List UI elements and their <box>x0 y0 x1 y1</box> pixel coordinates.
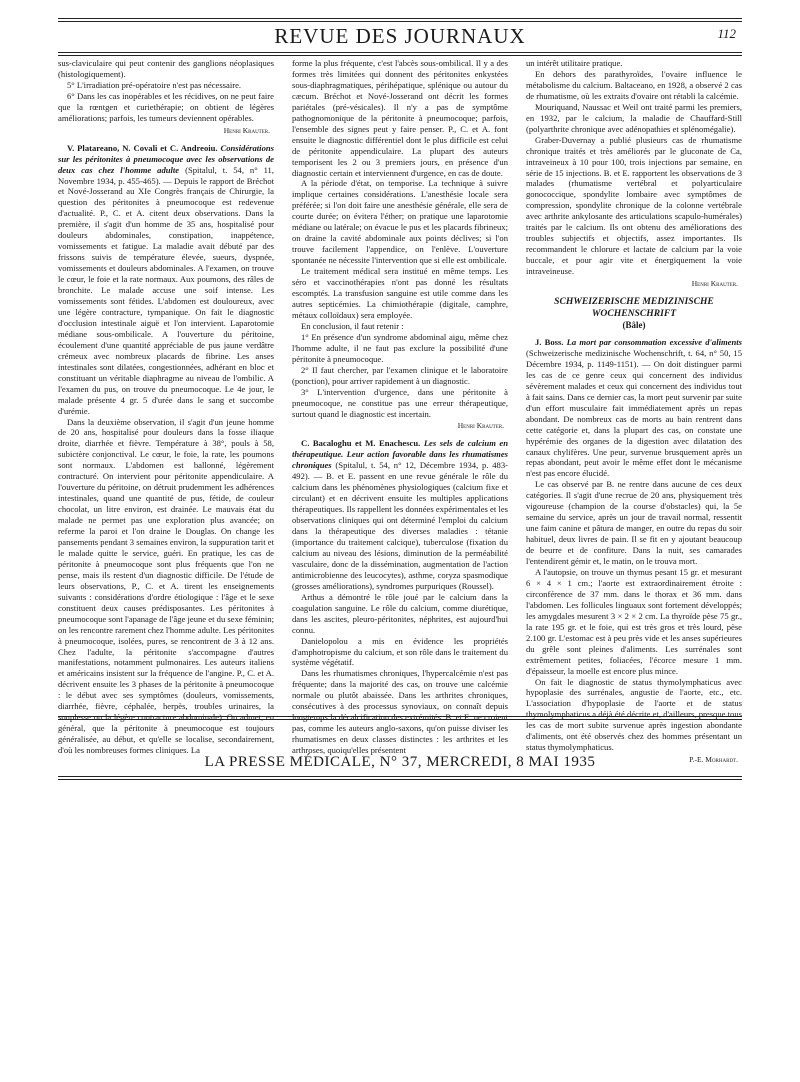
paragraph: sus-claviculaire qui peut contenir des ganglions néoplasiques (histologiquement). <box>58 58 274 79</box>
column-3 <box>526 58 742 765</box>
author-signature: Henri Krauter. <box>223 125 270 135</box>
header-double-rule-b <box>58 55 742 56</box>
paragraph: A la période d'état, on temporise. La technique à suivre implique certaines considérations. L'anesthésie locale sera préférée; si l'on doit faire une anesthésie générale, elle sera de courte durée; on évitera l'éther; on pratique une laparotomie médiane ou latérale; on évacue le pus et les placards fibrineux; on draine la cavité abdominale aux points déclives; si l'on trouve facilement l'appendice, on l'enlève. L'ouverture spontanée ne nécessite l'intervention que si elle est ombilicale. <box>292 178 508 266</box>
footer-rule-b <box>58 779 742 780</box>
author-signature: Henri Krauter. <box>691 279 738 289</box>
article-heading <box>58 143 274 417</box>
paragraph: On fait le diagnostic de status thymolymphaticus avec hypoplasie des surrénales, angustie de l'aorte, etc., etc. L'association d'hypoplasie de l'aorte et de status thymolymphaticus a déjà été décrite et, d'ailleurs, presque tous les cas de mort subite survenue après ingestion abondante d'aliments, ont été observés chez des hommes présentant un status thymolymphaticus. <box>526 676 742 753</box>
paragraph: 1° En présence d'un syndrome abdominal aigu, même chez l'homme adulte, il ne faut pas exclure la possibilité d'une péritonite à pneumocoque. <box>292 331 508 364</box>
column-2 <box>292 58 508 756</box>
paragraph: 5° L'irradiation pré-opératoire n'est pas nécessaire. <box>67 79 242 90</box>
article-authors: V. Platareano, N. Covali et C. Andreoiu. <box>67 142 218 153</box>
article-heading <box>526 337 742 479</box>
article-reference: (Spitalul, t. 54, n° 12, Décembre 1934, p. 483-492). <box>292 460 508 482</box>
article-body: — Depuis le rapport de Bréchot et Nové-Josserand au XIe Congrès français de Chirurgie, la question des péritonites à pneumocoque est redevenue d'actualité. P., C. et A. citent deux observations. Dans la première, il s'agit d'un homme de 35 ans, hospitalisé pour douleurs abdominales, constipation, inappétence, vomissements et fatigue. La maladie avait débuté par des frissons suivis de température élevée, sueurs, dyspnée, vomissements et douleurs abdominales. A l'examen, on trouve le cœur, le foie et la rate normaux. Aux poumons, des râles de bronchite. Le malade accuse une soif intense. Les vomissements sont fétides. L'abdomen est douloureux, avec une légère contracture, tympanique. On fait le diagnostic d'occlusion intestinale aiguë et l'on intervient. Laparotomie médiane sous-ombilicale. A l'ouverture du péritoine, écoulement d'une quantité appréciable de pus jaune verdâtre crémeux avec nombreux placards de fibrine. Les anses intestinales sont dilatées, congestionnées, adhérant en bloc et constituant un véritable diaphragme au niveau de l'ombilic. A l'examen du pus, on trouve du pneumocoque. Le 4e jour, le malade présente 4 gr. 5 d'urée dans le sang et succombe d'urémie. <box>58 175 275 416</box>
paragraph: En dehors des parathyroïdes, l'ovaire influence le métabolisme du calcium. Baltaceano, en 1928, a observé 2 cas de rhumatisme, où les extraits d'ovaire ont rétabli la calcémie. <box>526 68 742 101</box>
bottom-double-rule-a <box>58 716 742 717</box>
paragraph: Graber-Duvernay a publié plusieurs cas de rhumatisme chronique traités et très améliorés par le gluconate de Ca, intraveineux à 10 pour 100, trois injections par semaine, en série de 15 injections. B. et E. rapportent les observations de 3 malades (rhumatisme vertébral et polyarticulaire gonococcique, spondylite lombaire avec symptômes de compression, spondylite chronique de la colonne vertébrale avec arthrite ankylosante des articulations scapulo-humérales) traités par le calcium. Ils ont obtenu des améliorations des troubles subjectifs et objectifs, assez importantes. Ils recommandent le chlorure et lactate de calcium par la voie buccale, et pour agir vite et énergiquement la voie intraveineuse. <box>526 134 742 277</box>
column-1 <box>58 58 275 756</box>
page-header <box>58 22 742 52</box>
article-authors: C. Bacaloghu et M. Enachescu. <box>301 438 421 449</box>
paragraph: forme la plus fréquente, c'est l'abcès sous-ombilical. Il y a des formes très limitées qui donnent des péritonites enkystées sous-diaphragmatiques, périhépatique, splénique ou autour du cæcum. Bréchot et Nové-Josserand ont décrit les formes pariétales (pré-vésicales). Il n'y a pas de symptôme pathognomonique de la péritonite à pneumocoque; parfois, l'ensemble des signes peut y faire penser. P., C. et A. font ensuite le diagnostic différentiel dont le plus difficile est celui de péritonite appendiculaire. La plupart des auteurs temporisent les 2 ou 3 premiers jours, en présence d'un diagnostic certain et interviennent d'urgence, en cas de doute. <box>292 58 508 178</box>
article-title: Considérations sur les péritonites à pneumocoque avec les observations de deux cas chez l'homme adulte <box>58 142 274 175</box>
header-double-rule-a <box>58 52 742 53</box>
journal-city: (Bâle) <box>622 320 646 331</box>
paragraph: Le traitement médical sera institué en même temps. Les séro et vaccinothérapies n'ont pas donné les résultats escomptés. La transfusion sanguine est utile comme dans les autres septicémies. La chimiothérapie (digitale, camphre, métaux colloïdaux) sera employée. <box>292 266 508 320</box>
journal-heading: SCHWEIZERISCHE MEDIZINISCHE WOCHENSCHRIFT <box>554 296 714 320</box>
author-signature: Henri Krauter. <box>457 421 504 431</box>
paragraph: 2° Il faut chercher, par l'examen clinique et le laboratoire (ponction), pour arriver rapidement à un diagnostic. <box>292 364 508 386</box>
paragraph: Danielopolou a mis en évidence les propriétés d'amphotropisme du calcium, et son rôle dans le traitement du système végétatif. <box>292 635 508 668</box>
top-double-rule-a <box>58 18 742 19</box>
paragraph: A l'autopsie, on trouve un thymus pesant 15 gr. et mesurant 6 × 4 × 1 cm.; l'aorte est extraordinairement étroite : circonférence de 37 mm. dans le thorax et 36 mm. dans l'abdomen. Les follicules linguaux sont fortement développés; les amygdales mesurent 3 × 2 × 2 cm. La thyroïde pèse 75 gr., la rate 195 gr. et le foie, qui est très gros et très lourd, pèse 2.100 gr. L'estomac est à peu près vide et les anses supérieures du grêle sont pleines d'aliments. Les surrénales sont extrêmement petites, foliacées, l'écorce mesure 1 mm. d'épaisseur, la moelle est encore plus mince. <box>526 566 742 676</box>
bottom-double-rule-b <box>58 719 742 720</box>
paragraph: Mouriquand, Naussac et Weil ont traité parmi les premiers, en 1932, par le calcium, la maladie de Chauffard-Still (polyarthrite chronique avec adénopathies et splénomégalie). <box>526 101 742 134</box>
paragraph: 3° L'intervention d'urgence, dans une péritonite à pneumocoque, ne constitue pas une erreur thérapeutique, surtout quand le diagnostic est incertain. <box>292 386 508 419</box>
paragraph: un intérêt utilitaire pratique. <box>526 58 623 68</box>
paragraph: En conclusion, il faut retenir : <box>301 320 404 331</box>
page-footer: LA PRESSE MÉDICALE, N° 37, MERCREDI, 8 MAI 1935 <box>204 754 596 770</box>
article-heading <box>292 438 508 591</box>
article-authors: J. Boss. <box>535 336 564 347</box>
paragraph: Arthus a démontré le rôle joué par le calcium dans la coagulation sanguine. Le rôle du calcium, comme diurétique, dans les ascites, pleuro-péritonites, néphrites, est aujourd'hui connu. <box>292 591 508 635</box>
article-reference: (Spitalul, t. 54, n° 11, Novembre 1934, p. 455-465). <box>58 164 274 186</box>
article-reference: (Schweizerische medizinische Wochenschrift, t. 64, n° 50, 15 Décembre 1934, p. 1149-1151). <box>526 347 742 369</box>
article-body: — On doit distinguer parmi les cas de ce genre ceux qui concernent des individus sévèrement malades et ceux qui concernent des individus tout à fait sains. Dans ce dernier cas, la mort peut survenir par suite d'un effort musculaire fait immédiatement après un repas abondant. De nombreux cas de morts au bain rentrent dans cette catégorie et, dans la plupart des cas, on constate une hypérémie des organes de la digestion avec dilatation des canaux chylifères. Une peur, survenue brusquement après un repas abondant, peut avoir le même effet dont le mécanisme n'est pas encore élucidé. <box>526 358 742 479</box>
article-title: Les sels de calcium en thérapeutique. Leur action favorable dans les rhumatismes chroniques <box>292 438 508 471</box>
article-title: La mort par consommation excessive d'aliments <box>566 336 742 347</box>
paragraph: Le cas observé par B. ne rentre dans aucune de ces deux catégories. Il s'agit d'une recrue de 20 ans, physiquement très vigoureuse (champion de la course d'obstacles) qui, la 5e semaine du service, après un jour de travail normal, ressentit une faim canine et pâtura de manger, en outre du repas du soir habituel, deux livres de pain. Il se fit en y ajoutant beaucoup de beurre et de confiture. Dans la nuit, ses camarades l'entendirent gémir et, le matin, on le trouva mort. <box>526 479 742 567</box>
author-signature: P.-E. Morhardt. <box>689 755 738 765</box>
page-number: 112 <box>717 26 736 41</box>
paragraph: Dans les rhumatismes chroniques, l'hypercalcémie n'est pas fréquente; dans la majorité des cas, on trouve une calcémie normale ou plutôt abaissée. Dans les arthrites chroniques, consécutives à des processus synoviaux, on connaît depuis longtemps la décalcification des extrémités. B. et E. ne croient pas, comme les auteurs anglo-saxons, qu'on puisse diviser les rhumatismes en deux classes distinctes : les arthrites et les arthroses, quoiqu'elles présentent <box>292 668 508 756</box>
article-body: — B. et E. passent en une revue générale le rôle du calcium dans les phénomènes physiologiques (calcium fixe et circulant) et en décrivent ensuite les multiples applications thérapeutiques. Ils rappellent les données expérimentales et les observations cliniques qui ont déterminé l'emploi du calcium dans la thérapeutique des diverses maladies : tétanie (importance du traitement calcique), tuberculose (fixation du calcium au niveau des lésions, diminution de la perméabilité vasculaire, donc de la dissémination, augmentation de l'action antimicrobienne des leucocytes), asthme, coryza spasmodique (grosses améliorations), syndromes purpuriques (Roussel). <box>292 471 508 591</box>
paragraph: Dans la deuxième observation, il s'agit d'un jeune homme de 20 ans, hospitalisé pour douleurs dans la fosse iliaque droite, diarrhée et fièvre. Température à 38°, pouls à 58, subictère conjonctival. Le cœur, le foie, la rate, les poumons sont normaux. L'abdomen est ballonné, légèrement contracturé. On intervient pour péritonite appendiculaire. A l'ouverture du péritoine, on détruit prudemment les adhérences intestinales, quand une quantité de pus, fétide, de couleur chocolat, un litre environ, est drainée. Le mauvais état du malade ne permet pas une exploration plus avancée; on referme la paroi et l'on draine le Douglas. On change les pansements pendant 3 semaines environ, la suppuration tarit et le malade quitte le service, guéri. En pratique, les cas de péritonite à pneumocoque sont plus fréquents que l'on ne pense, mais ils restent d'un diagnostic difficile. De l'étude de leurs observations, P., C. et A. tirent les enseignements suivants : considérations d'ordre étiologique : l'âge et le sexe constituent deux causes prédisposantes. Les péritonites à pneumocoque sont l'apanage de l'âge jeune et du sexe féminin; on les rencontre rarement chez l'homme adulte. Les péritonites à pneumocoque, isolées, pures, se rencontrent de 3 à 12 ans. Chez l'adulte, la péritonite s'accompagne d'autres manifestations, notamment pulmonaires. Les auteurs italiens et américains insistent sur la fréquence de l'angine. P., C. et A. décrivent ensuite les 3 phases de la péritonite à pneumocoque : le début avec ses symptômes (douleurs, vomissements, diarrhée, fièvre, céphalée, herpès, troubles urinaires, la souplesse ou la légère contracture abdominale). On admet, en général, que la péritonite à pneumocoque est toujours généralisée, au début, et qu'elle se localise, secondairement, d'où les nombreuses formes cliniques. La <box>58 416 274 756</box>
footer-rule-a <box>58 776 742 777</box>
paragraph: 6° Dans les cas inopérables et les récidives, on ne peut faire que la rœntgen et curiethérapie; on obtient de légères améliorations; parfois, les tumeurs deviennent opérables. <box>58 90 274 123</box>
running-title: REVUE DES JOURNAUX <box>274 24 526 48</box>
